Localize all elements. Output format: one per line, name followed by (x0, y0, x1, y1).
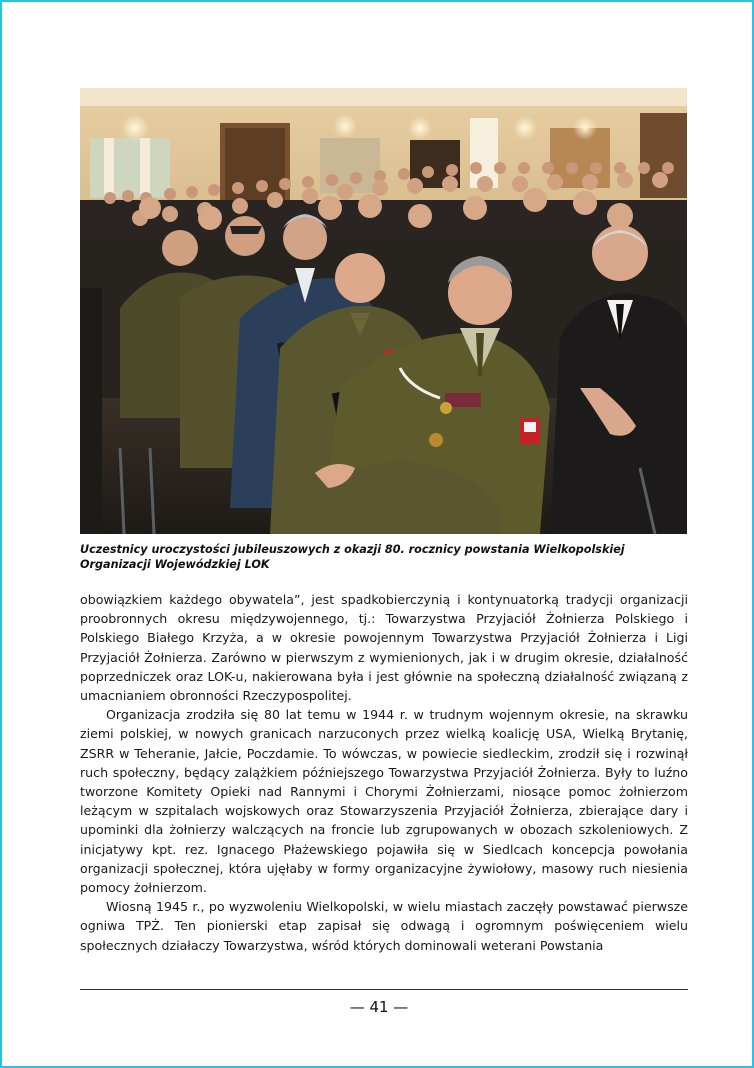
event-photo (80, 88, 687, 534)
paragraph: Organizacja zrodziła się 80 lat temu w 1944 r. w trudnym wojennym okresie, na skrawku ziemi polskiej, w nowych granicach narzuconych przez wielką koalicję USA, Wielką Brytanię, ZSRR w Teheranie, Jałcie, Poczdamie. To wówczas, w powiecie siedleckim, zrodził się i rozwinął ruch społeczny, będący zalążkiem późniejszego Towarzystwa Przyjaciół Żołnierza. Były to luźno tworzone Komitety Opieki nad Rannymi i Chorymi Żołnierzami, niosące pomoc żołnierzom leżącym w szpitalach wojskowych oraz Stowarzyszenia Przyjaciół Żołnierza, zbierające dary i upominki dla żołnierzy walczących na froncie lub zgrupowanych w obozach szkoleniowych. Z inicjatywy kpt. rez. Ignacego Płażewskiego pojawiła się w Siedlcach koncepcja powołania organizacji społecznej, która ujęłaby w formy organizacyjne żywiołowy, masowy ruch niesienia pomocy żołnierzom. (80, 707, 688, 896)
page-number: — 41 — (349, 998, 409, 1016)
photo-caption: Uczestnicy uroczystości jubileuszowych z okazji 80. rocznicy powstania Wielkopolskiej Organizacji Wojewódzkiej LOK (80, 543, 625, 571)
paragraph: obowiązkiem każdego obywatela”, jest spadkobierczynią i kontynuatorką tradycji organizacji proobronnych okresu międzywojennego, tj.: Towarzystwa Przyjaciół Żołnierza Polskiego i Polskiego Białego Krzyża, a w okresie powojennym Towarzystwa Przyjaciół Żołnierza i Ligi Przyjaciół Żołnierza. Zarówno w pierwszym z wymienionych, jak i w drugim okresie, działalność poprzedniczek oraz LOK-u, nakierowana była i jest głównie na społeczną działalność związaną z umacnianiem obronności Rzeczypospolitej. (80, 592, 688, 704)
footer-divider (80, 989, 688, 990)
event-photo-illustration (80, 88, 687, 534)
body-text (80, 590, 688, 955)
paragraph: Wiosną 1945 r., po wyzwoleniu Wielkopolski, w wielu miastach zaczęły powstawać pierwsze ogniwa TPŻ. Ten pionierski etap zapisał się odwagą i ogromnym poświęceniem wielu społecznych działaczy Towarzystwa, wśród których dominowali weterani Powstania (80, 899, 688, 953)
